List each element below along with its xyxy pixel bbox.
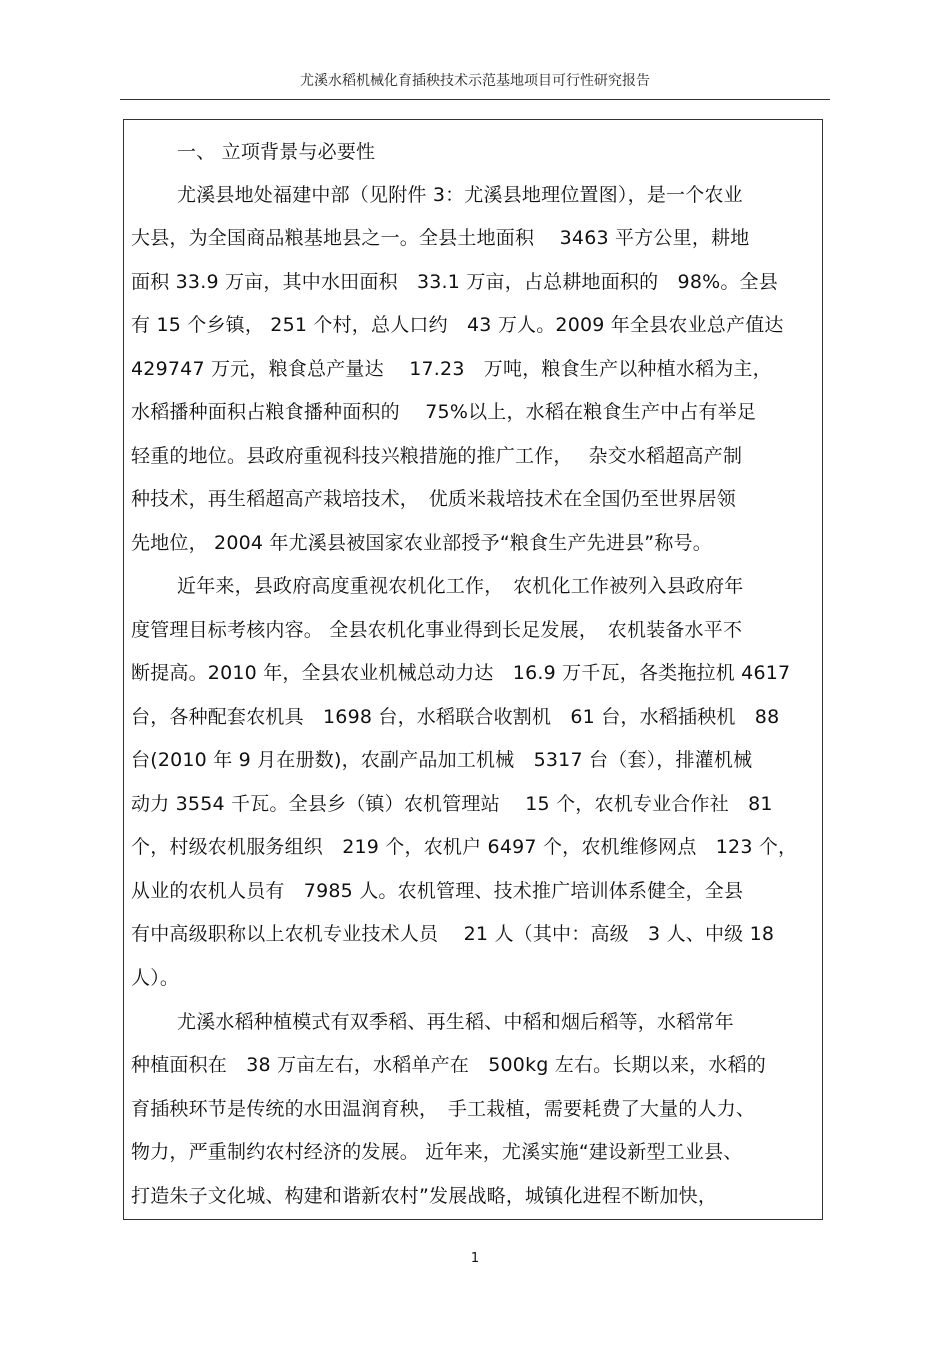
paragraph-line: 近年来，县政府高度重视农机化工作， 农机化工作被列入县政府年 xyxy=(177,575,744,597)
header-rule xyxy=(120,99,830,100)
running-header: 尤溪水稻机械化育插秧技术示范基地项目可行性研究报告 xyxy=(300,73,650,89)
paragraph-line: 台，各种配套农机具 1698 台，水稻联合收割机 61 台，水稻插秧机 88 xyxy=(131,706,780,728)
paragraph-line: 水稻播种面积占粮食播种面积的 75%以上，水稻在粮食生产中占有举足 xyxy=(131,401,757,423)
paragraph-line: 个，村级农机服务组织 219 个，农机户 6497 个，农机维修网点 123 个， xyxy=(131,836,798,858)
paragraph-line: 台(2010 年 9 月在册数)，农副产品加工机械 5317 台（套），排灌机械 xyxy=(131,749,753,771)
paragraph-line: 度管理目标考核内容。 全县农机化事业得到长足发展， 农机装备水平不 xyxy=(131,619,743,641)
paragraph-line: 打造朱子文化城、构建和谐新农村”发展战略，城镇化进程不断加快， xyxy=(131,1185,718,1207)
section-heading: 一、 立项背景与必要性 xyxy=(177,141,376,163)
paragraph-line: 面积 33.9 万亩，其中水田面积 33.1 万亩，占总耕地面积的 98%。全县 xyxy=(131,271,778,293)
paragraph-line: 尤溪水稻种植模式有双季稻、再生稻、中稻和烟后稻等，水稻常年 xyxy=(177,1011,734,1033)
paragraph-line: 有 15 个乡镇， 251 个村，总人口约 43 万人。2009 年全县农业总产值达 xyxy=(131,314,784,336)
paragraph-line: 从业的农机人员有 7985 人。农机管理、技术推广培训体系健全，全县 xyxy=(131,880,744,902)
page-number: 1 xyxy=(470,1251,480,1266)
paragraph-line: 人）。 xyxy=(131,967,180,989)
paragraph-line: 轻重的地位。县政府重视科技兴粮措施的推广工作， 杂交水稻超高产制 xyxy=(131,445,743,467)
paragraph-line: 种植面积在 38 万亩左右，水稻单产在 500kg 左右。长期以来，水稻的 xyxy=(131,1054,766,1076)
paragraph-line: 种技术，再生稻超高产栽培技术， 优质米栽培技术在全国仍至世界居领 xyxy=(131,488,736,510)
paragraph-line: 大县，为全国商品粮基地县之一。全县土地面积 3463 平方公里，耕地 xyxy=(131,227,750,249)
paragraph-line: 429747 万元，粮食总产量达 17.23 万吨，粮食生产以种植水稻为主， xyxy=(131,358,772,380)
paragraph-line: 物力，严重制约农村经济的发展。 近年来，尤溪实施“建设新型工业县、 xyxy=(131,1141,743,1163)
paragraph-line: 动力 3554 千瓦。全县乡（镇）农机管理站 15 个，农机专业合作社 81 xyxy=(131,793,773,815)
paragraph-line: 尤溪县地处福建中部（见附件 3：尤溪县地理位置图），是一个农业 xyxy=(177,184,743,206)
paragraph-line: 有中高级职称以上农机专业技术人员 21 人（其中：高级 3 人、中级 18 xyxy=(131,923,775,945)
paragraph-line: 先地位， 2004 年尤溪县被国家农业部授予“粮食生产先进县”称号。 xyxy=(131,532,712,554)
paragraph-line: 育插秧环节是传统的水田温润育秧， 手工栽植，需要耗费了大量的人力、 xyxy=(131,1098,756,1120)
paragraph-line: 断提高。2010 年，全县农业机械总动力达 16.9 万千瓦，各类拖拉机 4617 xyxy=(131,662,791,684)
